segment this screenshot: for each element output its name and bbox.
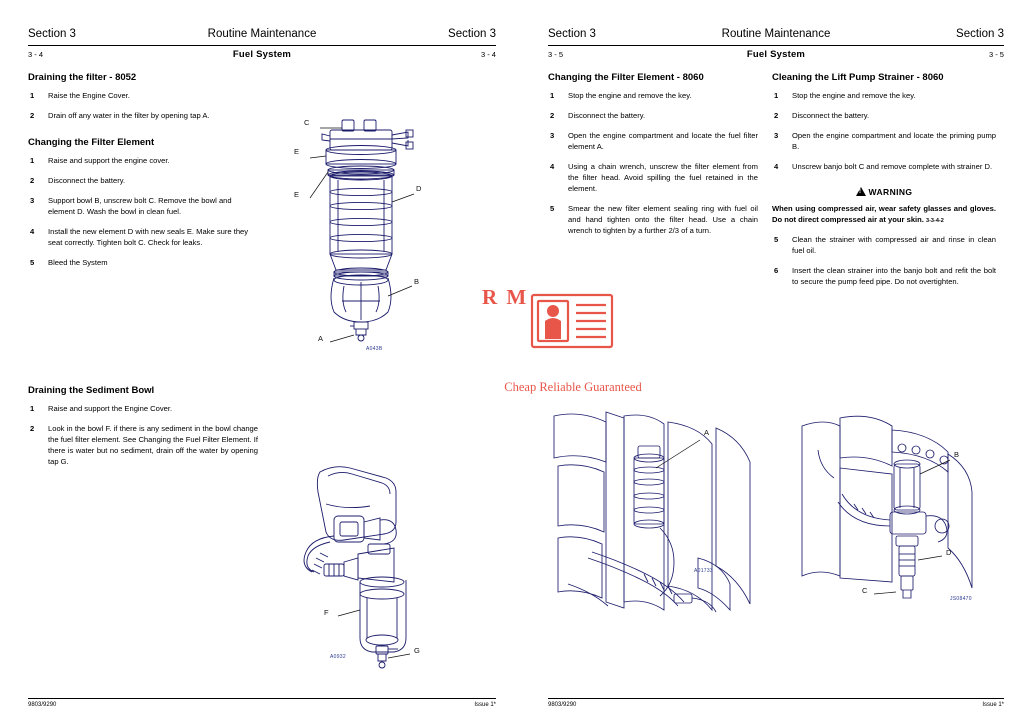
figure-label-a: A <box>704 428 710 437</box>
figure-label-c: C <box>304 118 310 127</box>
step-text: Raise and support the engine cover. <box>48 156 170 165</box>
step-number: 4 <box>774 162 779 171</box>
header-title: Routine Maintenance <box>721 28 831 40</box>
step-number: 4 <box>550 162 555 171</box>
list-item <box>772 265 996 287</box>
fuel-filter-diagram <box>268 106 496 356</box>
right-page-header <box>548 0 1004 40</box>
list-item <box>548 203 758 236</box>
step-number: 2 <box>30 111 35 120</box>
list-item <box>28 175 258 186</box>
step-text: Disconnect the battery. <box>568 111 646 120</box>
step-number: 2 <box>550 111 555 120</box>
warning-heading-row <box>772 186 996 197</box>
steps-cleaning-lift-pump-strainer <box>772 90 996 172</box>
list-item <box>772 161 996 172</box>
step-number: 1 <box>30 91 35 100</box>
step-number: 3 <box>774 131 779 140</box>
figure-label-d: D <box>946 548 952 557</box>
list-item <box>548 161 758 194</box>
step-text: Smear the new filter element sealing ring with fuel oil and hand tighten onto the filter head. Use a chain wrench to tighten by a further 2/3 of a turn. <box>568 204 758 235</box>
step-text: Insert the clean strainer into the banjo bolt and refit the bolt to secure the pump feed pipe. Do not overtighten. <box>792 265 996 286</box>
figure-label-c: C <box>862 586 868 595</box>
watermark-initials: R M <box>482 285 529 309</box>
step-text: Using a chain wrench, unscrew the filter element from the filter head. Avoid spilling the fuel retained in the element. <box>568 162 758 193</box>
section-title-draining-sediment-bowl: Draining the Sediment Bowl <box>28 385 155 396</box>
warning-text <box>772 203 996 226</box>
step-number: 3 <box>550 131 555 140</box>
figure-label-f: F <box>324 608 329 617</box>
warning-triangle-icon <box>856 187 866 196</box>
right-page-footer <box>548 698 1004 708</box>
figure-art-code: A01733 <box>694 568 714 574</box>
step-text: Support bowl B, unscrew bolt C. Remove the bowl and element D. Wash the bowl in clean fuel. <box>48 196 232 216</box>
figure-art-code: A043B <box>366 346 383 352</box>
list-item <box>772 110 996 121</box>
footer-issue: Issue 1* <box>982 702 1004 708</box>
list-item <box>28 257 258 268</box>
step-number: 2 <box>774 111 779 120</box>
left-art-column <box>268 72 496 678</box>
left-page-footer <box>28 698 496 708</box>
step-number: 6 <box>774 265 779 275</box>
step-text: Stop the engine and remove the key. <box>792 91 916 100</box>
list-item <box>772 234 996 256</box>
step-text: Bleed the System <box>48 258 108 267</box>
step-number: 2 <box>30 424 35 433</box>
header-section-left: Section 3 <box>28 28 76 40</box>
step-text: Open the engine compartment and locate the priming pump B. <box>792 131 996 151</box>
section-title-changing-filter-element-8060: Changing the Filter Element - 8060 <box>548 72 704 83</box>
step-text: Look in the bowl F. if there is any sediment in the bowl change the fuel filter element. See Changing the Fuel Filter Element. If there is water but no sediment, drain off the water by opening tap G. <box>48 424 258 466</box>
step-number: 1 <box>30 156 35 165</box>
list-item <box>28 110 258 121</box>
step-text: Disconnect the battery. <box>792 111 870 120</box>
page-number-left: 3 - 4 <box>28 50 44 59</box>
section-title-changing-filter-element: Changing the Filter Element <box>28 137 155 148</box>
subheader-title: Fuel System <box>746 49 806 60</box>
left-page-header <box>28 0 496 40</box>
section-title-draining-filter: Draining the filter - 8052 <box>28 72 137 83</box>
step-number: 1 <box>774 91 779 100</box>
warning-block <box>772 186 996 226</box>
list-item <box>28 195 258 217</box>
warning-code: 3-3-4-2 <box>926 218 944 224</box>
left-text-column <box>28 72 268 678</box>
right-page-columns <box>548 72 1004 296</box>
left-page <box>0 0 512 726</box>
lift-pump-diagram <box>790 408 1006 638</box>
sediment-bowl-diagram <box>268 458 496 678</box>
step-number: 5 <box>774 234 779 244</box>
figure-label-d: D <box>416 184 422 193</box>
page-number-right: 3 - 5 <box>988 50 1004 59</box>
footer-issue: Issue 1* <box>474 702 496 708</box>
header-section-right: Section 3 <box>956 28 1004 40</box>
watermark-tagline: Cheap Reliable Guaranteed <box>504 380 642 394</box>
step-number: 1 <box>30 404 35 413</box>
figure-art-code: JS08470 <box>950 596 972 602</box>
footer-doc-number: 9803/9290 <box>28 702 57 708</box>
header-section-left: Section 3 <box>548 28 596 40</box>
figure-label-b: B <box>414 277 420 286</box>
steps-draining-filter <box>28 90 258 121</box>
left-page-columns <box>28 72 496 678</box>
figure-sediment-bowl <box>268 458 496 678</box>
warning-body-text: When using compressed air, wear safety glasses and gloves. Do not direct compressed air at your skin. <box>772 204 996 224</box>
list-item <box>28 90 258 101</box>
left-page-subheader <box>28 46 496 60</box>
list-item <box>772 130 996 152</box>
section-title-cleaning-lift-pump-strainer: Cleaning the Lift Pump Strainer - 8060 <box>772 72 944 83</box>
steps-draining-sediment-bowl <box>28 403 258 467</box>
step-text: Stop the engine and remove the key. <box>568 91 692 100</box>
steps-changing-filter-element-8060 <box>548 90 758 236</box>
step-number: 2 <box>30 176 35 185</box>
step-text: Raise and support the Engine Cover. <box>48 404 173 413</box>
step-text: Raise the Engine Cover. <box>48 91 130 100</box>
list-item <box>28 403 258 414</box>
header-title: Routine Maintenance <box>207 28 317 40</box>
figure-lift-pump-strainer <box>790 408 1006 638</box>
step-text: Open the engine compartment and locate the fuel filter element A. <box>568 131 758 151</box>
step-text: Unscrew banjo bolt C and remove complete with strainer D. <box>792 162 993 171</box>
step-number: 5 <box>550 204 555 213</box>
footer-doc-number: 9803/9290 <box>548 702 577 708</box>
warning-heading: WARNING <box>868 187 913 197</box>
list-item <box>548 90 758 101</box>
header-section-right: Section 3 <box>448 28 496 40</box>
figure-label-e-lower: E <box>294 190 300 199</box>
watermark-logo-icon <box>466 281 680 377</box>
step-text: Clean the strainer with compressed air and rinse in clean fuel oil. <box>792 234 996 255</box>
figure-label-g: G <box>414 646 420 655</box>
figure-label-a: A <box>318 334 324 343</box>
step-text: Disconnect the battery. <box>48 176 126 185</box>
right-column-a <box>548 72 772 296</box>
list-item <box>548 130 758 152</box>
steps-cleaning-lift-pump-strainer-after <box>772 234 996 287</box>
figure-label-e-upper: E <box>294 147 300 156</box>
step-text: Drain off any water in the filter by opening tap A. <box>48 111 210 120</box>
step-text: Install the new element D with new seals E. Make sure they seat correctly. Tighten bolt C. Check for leaks. <box>48 227 249 247</box>
figure-label-b: B <box>954 450 960 459</box>
list-item <box>28 226 258 248</box>
list-item <box>548 110 758 121</box>
page-number-right: 3 - 4 <box>480 50 496 59</box>
engine-bay-filter-diagram <box>548 408 772 638</box>
page-number-left: 3 - 5 <box>548 50 564 59</box>
steps-changing-filter-element <box>28 155 258 268</box>
figure-fuel-filter-assembly <box>268 106 496 366</box>
right-page-subheader <box>548 46 1004 60</box>
step-number: 5 <box>30 258 35 267</box>
figure-art-code: A0932 <box>330 654 346 660</box>
watermark-overlay <box>466 279 680 403</box>
step-number: 4 <box>30 227 35 236</box>
step-number: 1 <box>550 91 555 100</box>
list-item <box>28 423 258 467</box>
step-number: 3 <box>30 196 35 205</box>
list-item <box>28 155 258 166</box>
list-item <box>772 90 996 101</box>
right-column-b <box>772 72 996 296</box>
subheader-title: Fuel System <box>232 49 292 60</box>
figure-fuel-filter-location <box>548 408 772 638</box>
